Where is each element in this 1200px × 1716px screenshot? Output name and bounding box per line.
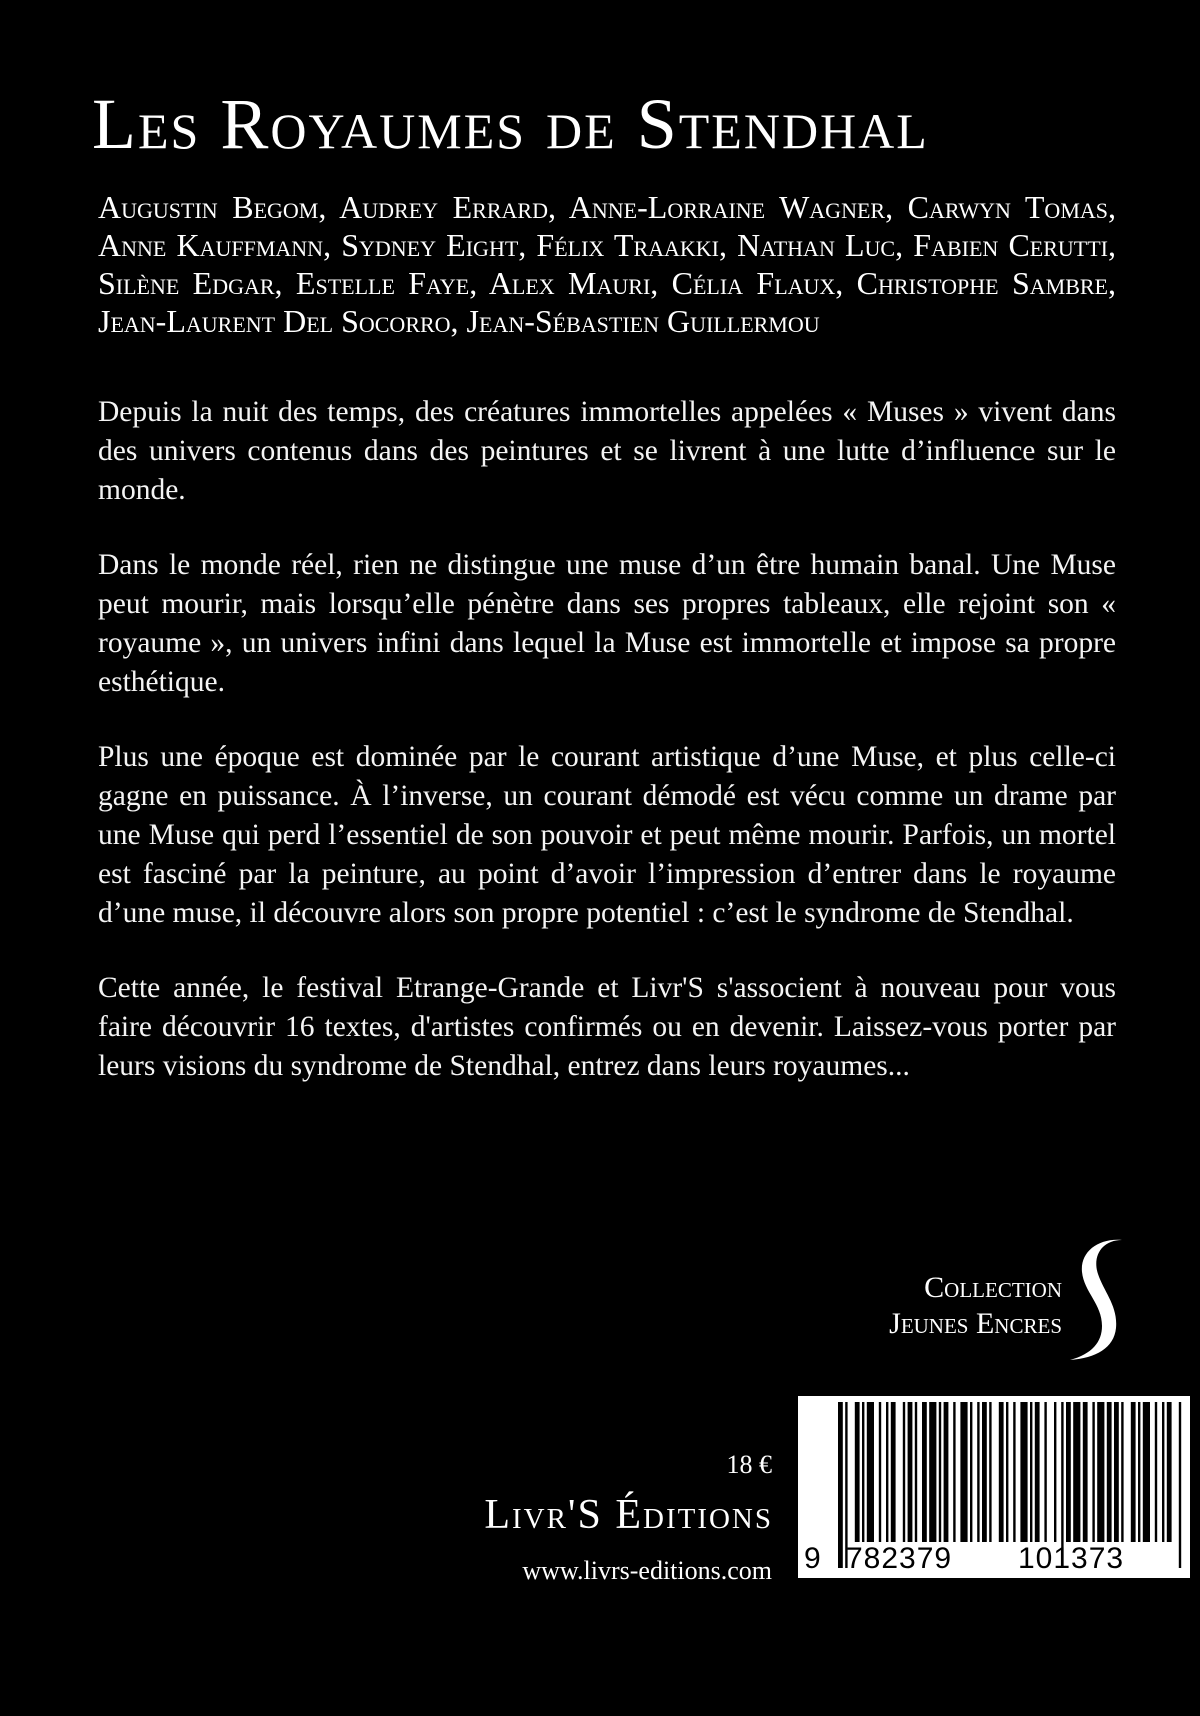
collection-line-2: Jeunes Encres xyxy=(889,1307,1062,1340)
publisher-name-part-2: ditions xyxy=(643,1492,773,1538)
barcode-bar xyxy=(1107,1402,1112,1542)
barcode-bar xyxy=(1083,1402,1088,1542)
barcode-bar xyxy=(903,1402,905,1542)
synopsis-paragraph-1: Depuis la nuit des temps, des créatures immortelles appelées « Muses » vivent dans des univers contenus dans des peintures et se livrent à une lutte d’influence sur le monde. xyxy=(98,396,1116,506)
barcode-bar xyxy=(977,1402,979,1542)
barcode-bar xyxy=(944,1402,949,1542)
barcode-bar xyxy=(1162,1402,1164,1542)
price: 18 € xyxy=(726,1450,772,1479)
isbn-right-group: 101373 xyxy=(1018,1542,1125,1575)
barcode-bar xyxy=(970,1402,972,1542)
synopsis xyxy=(98,393,1116,1122)
synopsis-paragraph-2: Dans le monde réel, rien ne distingue une muse d’un être humain banal. Une Muse peut mourir, mais lorsqu’elle pénètre dans ses propres tableaux, elle rejoint son « royaume », un univers infini dans lequel la Muse est immortelle et impose sa propre esthétique. xyxy=(98,549,1116,698)
barcode-bar xyxy=(1006,1402,1008,1542)
barcode-bar xyxy=(1114,1402,1119,1542)
barcode-bar xyxy=(1066,1402,1071,1542)
barcode-bar xyxy=(982,1402,987,1542)
synopsis-paragraph-4: Cette année, le festival Etrange-Grande et Livr'S s'associent à nouveau pour vous faire découvrir 16 textes, d'artistes confirmés ou en devenir. Laissez-vous porter par leurs visions du syndrome de Stendhal, entrez dans leurs royaumes... xyxy=(98,972,1116,1082)
barcode-bar xyxy=(1097,1402,1104,1542)
barcode-bar xyxy=(867,1402,874,1542)
publisher-name-part: ivr'S xyxy=(511,1492,616,1538)
barcode-bar xyxy=(1092,1402,1094,1542)
barcode-bar xyxy=(939,1402,941,1542)
barcode-bar xyxy=(886,1402,888,1542)
barcode-bar xyxy=(908,1402,913,1542)
barcode-bar xyxy=(1131,1402,1136,1542)
publisher-initial-2: É xyxy=(615,1492,643,1538)
barcode-bar xyxy=(1020,1402,1027,1542)
isbn-left-group: 782379 xyxy=(846,1542,953,1575)
isbn-digits xyxy=(798,1542,1190,1578)
publisher-initial: L xyxy=(484,1492,512,1538)
barcode-bar xyxy=(1138,1402,1140,1542)
publisher-name xyxy=(484,1494,773,1536)
barcode-bar xyxy=(879,1402,881,1542)
barcode-bar xyxy=(1121,1402,1123,1542)
isbn-first-digit: 9 xyxy=(804,1542,821,1575)
barcode-bar xyxy=(1035,1402,1040,1542)
s-letter-logo-icon xyxy=(1058,1234,1138,1364)
barcode-bar xyxy=(1013,1402,1015,1542)
barcode-bar xyxy=(953,1402,955,1542)
barcode-bar xyxy=(1073,1402,1080,1542)
barcode-bar xyxy=(915,1402,917,1542)
barcode-bar xyxy=(960,1402,967,1542)
barcode-bar xyxy=(1155,1402,1157,1542)
barcode-bar xyxy=(891,1402,896,1542)
collection-label xyxy=(780,1270,1062,1342)
barcode-bar xyxy=(1054,1402,1056,1542)
isbn-barcode xyxy=(798,1396,1190,1578)
book-title: Les Royaumes de Stendhal xyxy=(92,84,929,164)
barcode-bar xyxy=(999,1402,1004,1542)
publisher-website: www.livrs-editions.com xyxy=(522,1556,772,1585)
collection-line-1: Collection xyxy=(924,1271,1062,1304)
barcode-bar xyxy=(1044,1402,1046,1542)
barcode-bar xyxy=(855,1402,860,1542)
authors-list: Augustin Begom, Audrey Errard, Anne-Lorraine Wagner, Carwyn Tomas, Anne Kauffmann, Sydney Eight, Félix Traakki, Nathan Luc, Fabien Cerutti, Silène Edgar, Estelle Faye, Alex Mauri, Célia Flaux, Christophe Sambre, Jean-Laurent Del Socorro, Jean-Sébastien Guillermou xyxy=(98,189,1116,339)
synopsis-paragraph-3: Plus une époque est dominée par le courant artistique d’une Muse, et plus celle-ci gagne en puissance. À l’inverse, un courant démodé est vécu comme un drame par une Muse qui perd l’essentiel de son pouvoir et peut même mourir. Parfois, un mortel est fasciné par la peinture, au point d’avoir l’impression d’entrer dans le royaume d’une muse, il découvre alors son propre potentiel : c’est le syndrome de Stendhal. xyxy=(98,741,1116,929)
barcode-bar xyxy=(929,1402,936,1542)
barcode-bar xyxy=(1143,1402,1150,1542)
barcode-bar xyxy=(1167,1402,1172,1542)
barcode-bar xyxy=(989,1402,991,1542)
barcode-bar xyxy=(922,1402,927,1542)
barcode-bar xyxy=(862,1402,864,1542)
barcode-bar xyxy=(1030,1402,1032,1542)
